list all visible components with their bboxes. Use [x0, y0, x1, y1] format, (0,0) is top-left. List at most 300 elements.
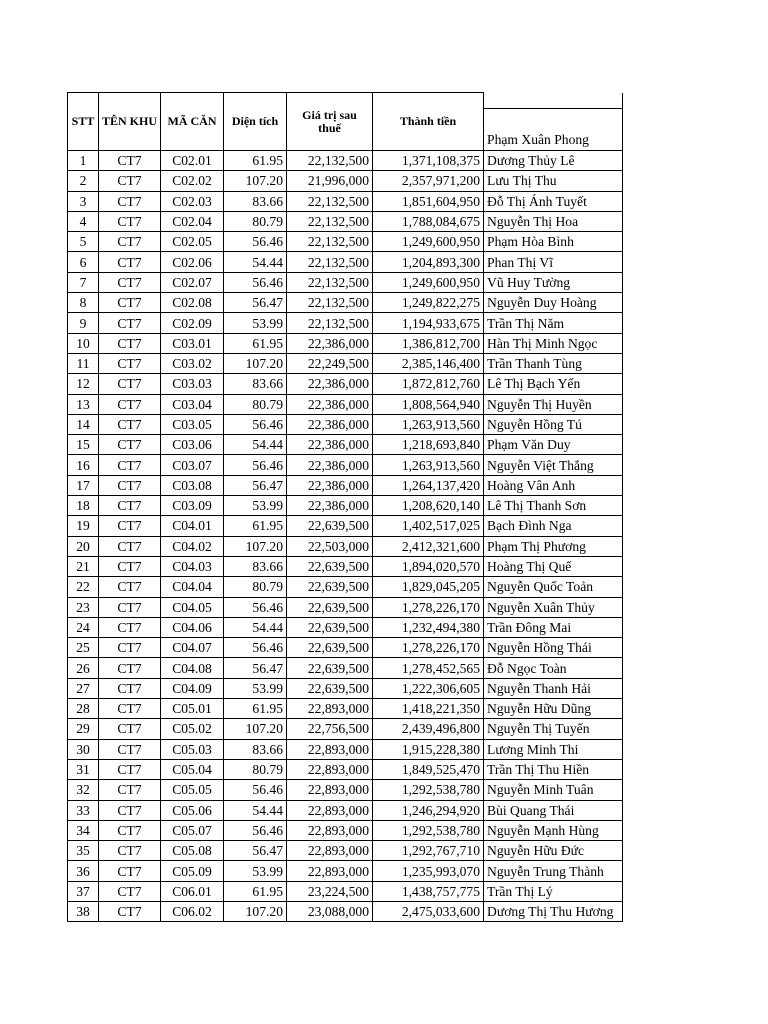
cell-dien-tich: 56.47: [224, 658, 287, 678]
cell-ma-can: C05.02: [161, 719, 224, 739]
cell-stt: 32: [68, 780, 99, 800]
cell-gia-tri: 22,132,500: [287, 252, 373, 272]
cell-stt: 31: [68, 759, 99, 779]
cell-stt: 21: [68, 556, 99, 576]
cell-ten-khu: CT7: [99, 881, 161, 901]
cell-dien-tich: 80.79: [224, 394, 287, 414]
table-row: [68, 820, 623, 840]
cell-thanh-tien: 1,278,226,170: [373, 597, 484, 617]
table-row: [68, 293, 623, 313]
cell-ma-can: C04.04: [161, 577, 224, 597]
cell-ma-can: C06.02: [161, 901, 224, 921]
cell-ma-can: C03.02: [161, 353, 224, 373]
header-ma-can: MÃ CĂN: [161, 93, 224, 151]
cell-ma-can: C03.04: [161, 394, 224, 414]
cell-owner-name: Nguyễn Hồng Tú: [484, 414, 623, 434]
cell-ten-khu: CT7: [99, 435, 161, 455]
cell-stt: 24: [68, 617, 99, 637]
cell-owner-name: Trần Thị Thu Hiền: [484, 759, 623, 779]
cell-ten-khu: CT7: [99, 556, 161, 576]
cell-dien-tich: 61.95: [224, 333, 287, 353]
table-row: [68, 841, 623, 861]
header-owner: [484, 93, 623, 151]
cell-owner-name: Phạm Hòa Bình: [484, 232, 623, 252]
cell-dien-tich: 61.95: [224, 881, 287, 901]
cell-ten-khu: CT7: [99, 191, 161, 211]
cell-ten-khu: CT7: [99, 313, 161, 333]
cell-ten-khu: CT7: [99, 151, 161, 171]
table-row: [68, 435, 623, 455]
cell-ma-can: C03.05: [161, 414, 224, 434]
cell-gia-tri: 22,639,500: [287, 658, 373, 678]
cell-stt: 1: [68, 151, 99, 171]
cell-gia-tri: 22,386,000: [287, 374, 373, 394]
cell-owner-name: Đỗ Ngọc Toàn: [484, 658, 623, 678]
cell-owner-name: Nguyễn Minh Tuân: [484, 780, 623, 800]
cell-ma-can: C03.09: [161, 496, 224, 516]
cell-ma-can: C05.09: [161, 861, 224, 881]
cell-dien-tich: 53.99: [224, 313, 287, 333]
table-row: [68, 232, 623, 252]
cell-dien-tich: 56.46: [224, 414, 287, 434]
cell-gia-tri: 22,386,000: [287, 394, 373, 414]
cell-ma-can: C03.07: [161, 455, 224, 475]
cell-stt: 22: [68, 577, 99, 597]
cell-dien-tich: 53.99: [224, 496, 287, 516]
cell-dien-tich: 56.46: [224, 638, 287, 658]
cell-thanh-tien: 1,249,600,950: [373, 232, 484, 252]
cell-dien-tich: 54.44: [224, 435, 287, 455]
cell-owner-name: Dương Thủy Lê: [484, 151, 623, 171]
cell-ma-can: C02.01: [161, 151, 224, 171]
cell-thanh-tien: 1,418,221,350: [373, 699, 484, 719]
cell-stt: 11: [68, 353, 99, 373]
cell-stt: 19: [68, 516, 99, 536]
cell-gia-tri: 22,132,500: [287, 293, 373, 313]
cell-ma-can: C05.01: [161, 699, 224, 719]
cell-thanh-tien: 1,386,812,700: [373, 333, 484, 353]
cell-owner-name: Lê Thị Thanh Sơn: [484, 496, 623, 516]
cell-ma-can: C03.06: [161, 435, 224, 455]
cell-ten-khu: CT7: [99, 394, 161, 414]
cell-ten-khu: CT7: [99, 211, 161, 231]
cell-ten-khu: CT7: [99, 252, 161, 272]
cell-stt: 17: [68, 475, 99, 495]
cell-ten-khu: CT7: [99, 739, 161, 759]
cell-thanh-tien: 1,894,020,570: [373, 556, 484, 576]
cell-thanh-tien: 2,475,033,600: [373, 901, 484, 921]
cell-dien-tich: 61.95: [224, 516, 287, 536]
cell-dien-tich: 61.95: [224, 151, 287, 171]
cell-gia-tri: 22,386,000: [287, 435, 373, 455]
cell-gia-tri: 22,386,000: [287, 475, 373, 495]
cell-owner-name: Hoàng Vân Anh: [484, 475, 623, 495]
cell-thanh-tien: 1,292,538,780: [373, 780, 484, 800]
cell-stt: 10: [68, 333, 99, 353]
cell-stt: 27: [68, 678, 99, 698]
cell-thanh-tien: 2,385,146,400: [373, 353, 484, 373]
cell-owner-name: Nguyễn Thanh Hải: [484, 678, 623, 698]
cell-dien-tich: 107.20: [224, 171, 287, 191]
apartment-price-table: [67, 92, 623, 922]
cell-owner-name: Vũ Huy Tường: [484, 272, 623, 292]
cell-ten-khu: CT7: [99, 577, 161, 597]
cell-ma-can: C05.08: [161, 841, 224, 861]
cell-ten-khu: CT7: [99, 861, 161, 881]
cell-gia-tri: 22,893,000: [287, 699, 373, 719]
cell-ten-khu: CT7: [99, 597, 161, 617]
cell-ma-can: C03.08: [161, 475, 224, 495]
cell-ten-khu: CT7: [99, 455, 161, 475]
cell-dien-tich: 107.20: [224, 719, 287, 739]
cell-ten-khu: CT7: [99, 232, 161, 252]
cell-ma-can: C04.05: [161, 597, 224, 617]
cell-ma-can: C04.06: [161, 617, 224, 637]
cell-ma-can: C05.04: [161, 759, 224, 779]
cell-stt: 38: [68, 901, 99, 921]
cell-thanh-tien: 1,292,767,710: [373, 841, 484, 861]
cell-gia-tri: 22,386,000: [287, 333, 373, 353]
cell-gia-tri: 22,386,000: [287, 455, 373, 475]
cell-owner-name: Nguyễn Quốc Toản: [484, 577, 623, 597]
cell-ten-khu: CT7: [99, 759, 161, 779]
cell-gia-tri: 21,996,000: [287, 171, 373, 191]
table-row: [68, 252, 623, 272]
cell-stt: 7: [68, 272, 99, 292]
cell-gia-tri: 22,386,000: [287, 496, 373, 516]
cell-thanh-tien: 1,204,893,300: [373, 252, 484, 272]
cell-thanh-tien: 1,235,993,070: [373, 861, 484, 881]
cell-ten-khu: CT7: [99, 171, 161, 191]
cell-ma-can: C02.06: [161, 252, 224, 272]
cell-gia-tri: 22,893,000: [287, 739, 373, 759]
cell-stt: 13: [68, 394, 99, 414]
header-gia-tri: Giá trị sau thuế: [287, 93, 373, 151]
cell-owner-name: Đỗ Thị Ánh Tuyết: [484, 191, 623, 211]
cell-ten-khu: CT7: [99, 333, 161, 353]
cell-ma-can: C02.09: [161, 313, 224, 333]
cell-thanh-tien: 1,829,045,205: [373, 577, 484, 597]
cell-ten-khu: CT7: [99, 496, 161, 516]
cell-stt: 37: [68, 881, 99, 901]
cell-owner-name: Nguyễn Thị Hoa: [484, 211, 623, 231]
cell-ma-can: C04.08: [161, 658, 224, 678]
cell-gia-tri: 22,893,000: [287, 780, 373, 800]
cell-ma-can: C03.01: [161, 333, 224, 353]
cell-ten-khu: CT7: [99, 353, 161, 373]
cell-ma-can: C04.01: [161, 516, 224, 536]
cell-owner-name: Nguyễn Duy Hoàng: [484, 293, 623, 313]
table-row: [68, 151, 623, 171]
table-row: [68, 617, 623, 637]
cell-ten-khu: CT7: [99, 678, 161, 698]
cell-thanh-tien: 1,788,084,675: [373, 211, 484, 231]
cell-stt: 30: [68, 739, 99, 759]
table-row: [68, 211, 623, 231]
cell-stt: 16: [68, 455, 99, 475]
cell-stt: 26: [68, 658, 99, 678]
cell-dien-tich: 83.66: [224, 556, 287, 576]
cell-thanh-tien: 1,208,620,140: [373, 496, 484, 516]
cell-gia-tri: 22,893,000: [287, 759, 373, 779]
cell-thanh-tien: 1,232,494,380: [373, 617, 484, 637]
cell-thanh-tien: 2,412,321,600: [373, 536, 484, 556]
table-row: [68, 536, 623, 556]
cell-owner-name: Nguyễn Hữu Đức: [484, 841, 623, 861]
cell-thanh-tien: 1,263,913,560: [373, 455, 484, 475]
table-row: [68, 597, 623, 617]
table-row: [68, 333, 623, 353]
cell-ten-khu: CT7: [99, 536, 161, 556]
cell-ten-khu: CT7: [99, 719, 161, 739]
cell-ma-can: C05.06: [161, 800, 224, 820]
cell-stt: 36: [68, 861, 99, 881]
table-row: [68, 394, 623, 414]
table-row: [68, 699, 623, 719]
cell-owner-name: Lưu Thị Thu: [484, 171, 623, 191]
cell-owner-name: Nguyễn Xuân Thủy: [484, 597, 623, 617]
cell-ten-khu: CT7: [99, 293, 161, 313]
cell-gia-tri: 22,639,500: [287, 678, 373, 698]
table-row: [68, 577, 623, 597]
cell-thanh-tien: 1,222,306,605: [373, 678, 484, 698]
cell-owner-name: Trần Thanh Tùng: [484, 353, 623, 373]
cell-stt: 2: [68, 171, 99, 191]
cell-stt: 35: [68, 841, 99, 861]
cell-gia-tri: 22,132,500: [287, 272, 373, 292]
cell-ma-can: C04.02: [161, 536, 224, 556]
cell-gia-tri: 22,503,000: [287, 536, 373, 556]
cell-thanh-tien: 1,264,137,420: [373, 475, 484, 495]
cell-ma-can: C02.02: [161, 171, 224, 191]
table-row: [68, 455, 623, 475]
table-row: [68, 658, 623, 678]
table-row: [68, 901, 623, 921]
cell-dien-tich: 53.99: [224, 861, 287, 881]
cell-stt: 18: [68, 496, 99, 516]
header-thanh-tien: Thành tiền: [373, 93, 484, 151]
table-row: [68, 759, 623, 779]
table-row: [68, 739, 623, 759]
cell-thanh-tien: 1,278,452,565: [373, 658, 484, 678]
table-row: [68, 191, 623, 211]
table-row: [68, 556, 623, 576]
cell-thanh-tien: 1,851,604,950: [373, 191, 484, 211]
cell-gia-tri: 22,132,500: [287, 211, 373, 231]
cell-owner-name: Trần Thị Năm: [484, 313, 623, 333]
cell-owner-name: Bùi Quang Thái: [484, 800, 623, 820]
cell-ten-khu: CT7: [99, 780, 161, 800]
cell-gia-tri: 22,639,500: [287, 556, 373, 576]
table-row: [68, 353, 623, 373]
cell-thanh-tien: 1,292,538,780: [373, 820, 484, 840]
cell-owner-name: Nguyễn Hữu Dũng: [484, 699, 623, 719]
header-ten-khu: TÊN KHU: [99, 93, 161, 151]
cell-dien-tich: 61.95: [224, 699, 287, 719]
cell-gia-tri: 22,639,500: [287, 597, 373, 617]
cell-thanh-tien: 1,249,600,950: [373, 272, 484, 292]
cell-ten-khu: CT7: [99, 414, 161, 434]
cell-dien-tich: 53.99: [224, 678, 287, 698]
cell-stt: 33: [68, 800, 99, 820]
cell-dien-tich: 54.44: [224, 617, 287, 637]
cell-gia-tri: 22,893,000: [287, 841, 373, 861]
cell-ten-khu: CT7: [99, 658, 161, 678]
cell-gia-tri: 22,893,000: [287, 820, 373, 840]
cell-ten-khu: CT7: [99, 901, 161, 921]
cell-owner-name: Nguyễn Thị Tuyến: [484, 719, 623, 739]
cell-thanh-tien: 1,915,228,380: [373, 739, 484, 759]
table-row: [68, 171, 623, 191]
table-row: [68, 414, 623, 434]
cell-gia-tri: 23,224,500: [287, 881, 373, 901]
cell-thanh-tien: 1,263,913,560: [373, 414, 484, 434]
cell-owner-name: Lê Thị Bạch Yến: [484, 374, 623, 394]
cell-ma-can: C05.05: [161, 780, 224, 800]
cell-dien-tich: 54.44: [224, 252, 287, 272]
cell-owner-name: Phan Thị Vĩ: [484, 252, 623, 272]
cell-owner-name: Bạch Đình Nga: [484, 516, 623, 536]
cell-ma-can: C05.03: [161, 739, 224, 759]
cell-owner-name: Nguyễn Mạnh Hùng: [484, 820, 623, 840]
cell-stt: 6: [68, 252, 99, 272]
cell-dien-tich: 56.46: [224, 232, 287, 252]
cell-ma-can: C05.07: [161, 820, 224, 840]
cell-ma-can: C06.01: [161, 881, 224, 901]
cell-dien-tich: 56.46: [224, 780, 287, 800]
cell-ma-can: C02.05: [161, 232, 224, 252]
cell-dien-tich: 56.47: [224, 293, 287, 313]
cell-owner-name: Nguyễn Hồng Thái: [484, 638, 623, 658]
cell-owner-name: Phạm Thị Phương: [484, 536, 623, 556]
cell-thanh-tien: 1,808,564,940: [373, 394, 484, 414]
cell-owner-name: Phạm Văn Duy: [484, 435, 623, 455]
table-row: [68, 881, 623, 901]
cell-ten-khu: CT7: [99, 820, 161, 840]
table-row: [68, 678, 623, 698]
table-row: [68, 638, 623, 658]
cell-ma-can: C04.07: [161, 638, 224, 658]
cell-stt: 9: [68, 313, 99, 333]
cell-thanh-tien: 1,194,933,675: [373, 313, 484, 333]
cell-gia-tri: 22,386,000: [287, 414, 373, 434]
cell-dien-tich: 56.46: [224, 597, 287, 617]
cell-thanh-tien: 2,439,496,800: [373, 719, 484, 739]
header-stt: STT: [68, 93, 99, 151]
table-row: [68, 516, 623, 536]
cell-dien-tich: 54.44: [224, 800, 287, 820]
cell-owner-name: Hoàng Thị Quế: [484, 556, 623, 576]
cell-gia-tri: 22,132,500: [287, 313, 373, 333]
table-row: [68, 374, 623, 394]
cell-gia-tri: 22,639,500: [287, 617, 373, 637]
cell-stt: 29: [68, 719, 99, 739]
cell-owner-name: Hàn Thị Minh Ngọc: [484, 333, 623, 353]
cell-ten-khu: CT7: [99, 272, 161, 292]
cell-dien-tich: 80.79: [224, 577, 287, 597]
header-dien-tich: Diện tích: [224, 93, 287, 151]
cell-dien-tich: 83.66: [224, 191, 287, 211]
cell-gia-tri: 22,132,500: [287, 191, 373, 211]
cell-ma-can: C04.03: [161, 556, 224, 576]
cell-thanh-tien: 1,849,525,470: [373, 759, 484, 779]
cell-thanh-tien: 1,249,822,275: [373, 293, 484, 313]
cell-dien-tich: 107.20: [224, 536, 287, 556]
cell-stt: 5: [68, 232, 99, 252]
cell-ma-can: C02.04: [161, 211, 224, 231]
cell-dien-tich: 56.46: [224, 455, 287, 475]
header-owner-name: Phạm Xuân Phong: [487, 132, 589, 147]
cell-dien-tich: 107.20: [224, 353, 287, 373]
table-row: [68, 800, 623, 820]
cell-owner-name: Nguyễn Trung Thành: [484, 861, 623, 881]
table-row: [68, 496, 623, 516]
cell-thanh-tien: 1,872,812,760: [373, 374, 484, 394]
cell-stt: 34: [68, 820, 99, 840]
cell-gia-tri: 22,893,000: [287, 800, 373, 820]
cell-stt: 3: [68, 191, 99, 211]
table-row: [68, 475, 623, 495]
cell-dien-tich: 56.47: [224, 841, 287, 861]
cell-ten-khu: CT7: [99, 841, 161, 861]
cell-thanh-tien: 2,357,971,200: [373, 171, 484, 191]
cell-owner-name: Trần Thị Lý: [484, 881, 623, 901]
cell-ten-khu: CT7: [99, 374, 161, 394]
cell-owner-name: Trần Đông Mai: [484, 617, 623, 637]
cell-stt: 12: [68, 374, 99, 394]
cell-thanh-tien: 1,218,693,840: [373, 435, 484, 455]
cell-dien-tich: 83.66: [224, 374, 287, 394]
cell-gia-tri: 22,756,500: [287, 719, 373, 739]
cell-thanh-tien: 1,371,108,375: [373, 151, 484, 171]
cell-ma-can: C02.03: [161, 191, 224, 211]
cell-ten-khu: CT7: [99, 800, 161, 820]
cell-dien-tich: 56.47: [224, 475, 287, 495]
cell-stt: 20: [68, 536, 99, 556]
cell-gia-tri: 22,639,500: [287, 516, 373, 536]
table-row: [68, 780, 623, 800]
cell-dien-tich: 80.79: [224, 211, 287, 231]
cell-ma-can: C02.07: [161, 272, 224, 292]
cell-dien-tich: 56.46: [224, 820, 287, 840]
cell-stt: 23: [68, 597, 99, 617]
cell-dien-tich: 80.79: [224, 759, 287, 779]
cell-thanh-tien: 1,438,757,775: [373, 881, 484, 901]
cell-ten-khu: CT7: [99, 516, 161, 536]
cell-stt: 8: [68, 293, 99, 313]
cell-ma-can: C03.03: [161, 374, 224, 394]
cell-dien-tich: 107.20: [224, 901, 287, 921]
cell-dien-tich: 56.46: [224, 272, 287, 292]
table-row: [68, 719, 623, 739]
cell-stt: 14: [68, 414, 99, 434]
cell-gia-tri: 22,249,500: [287, 353, 373, 373]
cell-gia-tri: 22,893,000: [287, 861, 373, 881]
cell-gia-tri: 22,639,500: [287, 638, 373, 658]
cell-thanh-tien: 1,402,517,025: [373, 516, 484, 536]
cell-ten-khu: CT7: [99, 699, 161, 719]
cell-dien-tich: 83.66: [224, 739, 287, 759]
table-row: [68, 861, 623, 881]
cell-owner-name: Nguyễn Việt Thắng: [484, 455, 623, 475]
cell-stt: 15: [68, 435, 99, 455]
cell-ma-can: C02.08: [161, 293, 224, 313]
cell-thanh-tien: 1,278,226,170: [373, 638, 484, 658]
cell-owner-name: Dương Thị Thu Hương: [484, 901, 623, 921]
cell-owner-name: Nguyễn Thị Huyền: [484, 394, 623, 414]
cell-ma-can: C04.09: [161, 678, 224, 698]
cell-ten-khu: CT7: [99, 638, 161, 658]
